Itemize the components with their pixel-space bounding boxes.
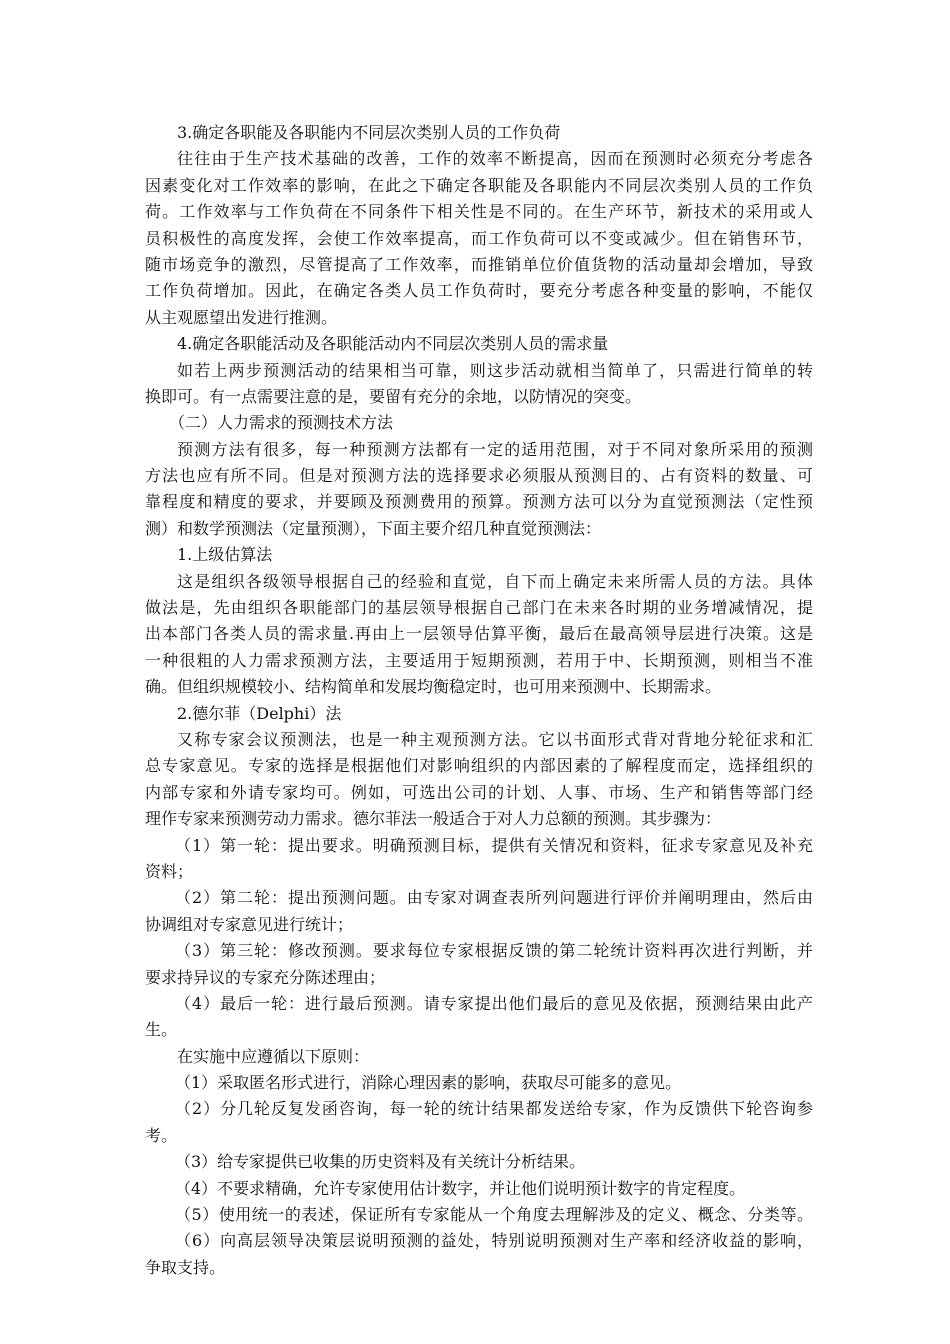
text-line: 方法也应有所不同。但是对预测方法的选择要求必须服从预测目的、占有资料的数量、可	[145, 466, 813, 486]
text-line: 随市场竞争的激烈，尽管提高了工作效率，而推销单位价值货物的活动量却会增加，导致	[145, 254, 813, 274]
text-line: 争取支持。	[145, 1257, 226, 1277]
text-line: 协调组对专家意见进行统计；	[145, 914, 354, 934]
text-line: 要求持异议的专家充分陈述理由；	[145, 967, 386, 987]
text-line: 3.确定各职能及各职能内不同层次类别人员的工作负荷	[177, 123, 561, 142]
text-line: 测）和数学预测法（定量预测），下面主要介绍几种直觉预测法：	[145, 518, 602, 538]
text-line: 4.确定各职能活动及各职能活动内不同层次类别人员的需求量	[177, 334, 609, 354]
text-line: （3）给专家提供已收集的历史资料及有关统计分析结果。	[175, 1152, 586, 1172]
text-line: 内部专家和外请专家均可。例如，可选出公司的计划、人事、市场、生产和销售等部门经	[145, 782, 813, 802]
text-line: （4）不要求精确，允许专家使用估计数字，并让他们说明预计数字的肯定程度。	[175, 1178, 746, 1198]
text-line: 工作负荷增加。因此，在确定各类人员工作负荷时，要充分考虑各种变量的影响，不能仅	[145, 281, 813, 301]
text-line: 确。但组织规模较小、结构简单和发展均衡稳定时，也可用来预测中、长期需求。	[145, 677, 722, 697]
text-line: 做法是，先由组织各职能部门的基层领导根据自己部门在未来各时期的业务增减情况，提	[145, 598, 813, 618]
text-line: （5）使用统一的表述，保证所有专家能从一个角度去理解涉及的定义、概念、分类等。	[175, 1205, 813, 1225]
text-line: 理作专家来预测劳动力需求。德尔菲法一般适合于对人力总额的预测。其步骤为：	[145, 809, 722, 829]
text-line: （2）分几轮反复发函咨询，每一轮的统计结果都发送给专家，作为反馈供下轮咨询参	[175, 1099, 813, 1119]
text-line: 又称专家会议预测法，也是一种主观预测方法。它以书面形式背对背地分轮征求和汇	[177, 729, 813, 749]
text-line: 往往由于生产技术基础的改善，工作的效率不断提高，因而在预测时必须充分考虑各	[177, 149, 813, 169]
text-line: 从主观愿望出发进行推测。	[145, 307, 338, 327]
text-line: （3）第三轮：修改预测。要求每位专家根据反馈的第二轮统计资料再次进行判断，并	[175, 941, 813, 961]
text-line: （1）采取匿名形式进行，消除心理因素的影响，获取尽可能多的意见。	[175, 1073, 682, 1093]
text-line: （1）第一轮：提出要求。明确预测目标，提供有关情况和资料，征求专家意见及补充	[175, 835, 813, 855]
text-line: 1.上级估算法	[177, 545, 273, 565]
text-line: 换即可。有一点需要注意的是，要留有充分的余地，以防情况的突变。	[145, 386, 642, 406]
text-line: 员积极性的高度发挥，会使工作效率提高，而工作负荷可以不变或减少。但在销售环节，	[145, 228, 813, 248]
text-line: 如若上两步预测活动的结果相当可靠，则这步活动就相当简单了，只需进行简单的转	[177, 360, 813, 380]
text-line: 预测方法有很多，每一种预测方法都有一定的适用范围，对于不同对象所采用的预测	[177, 439, 813, 459]
text-line: 荷。工作效率与工作负荷在不同条件下相关性是不同的。在生产环节，新技术的采用或人	[145, 202, 813, 222]
text-line: 因素变化对工作效率的影响，在此之下确定各职能及各职能内不同层次类别人员的工作负	[145, 175, 813, 195]
text-line: 生。	[145, 1020, 178, 1040]
text-line: （6）向高层领导决策层说明预测的益处，特别说明预测对生产率和经济收益的影响，	[175, 1231, 813, 1251]
text-line: 这是组织各级领导根据自己的经验和直觉，自下而上确定未来所需人员的方法。具体	[177, 571, 813, 591]
text-line: 总专家意见。专家的选择是根据他们对影响组织的内部因素的了解程度而定，选择组织的	[145, 756, 813, 776]
text-line: （4）最后一轮：进行最后预测。请专家提出他们最后的意见及依据，预测结果由此产	[175, 993, 813, 1013]
document-page	[145, 120, 813, 1281]
text-line: 出本部门各类人员的需求量.再由上一层领导估算平衡，最后在最高领导层进行决策。这是	[145, 624, 813, 644]
text-line: 一种很粗的人力需求预测方法，主要适用于短期预测，若用于中、长期预测，则相当不准	[145, 650, 813, 670]
text-line: （二）人力需求的预测技术方法	[169, 413, 394, 433]
text-line: 考。	[145, 1125, 178, 1145]
text-line: 资料；	[145, 861, 194, 881]
text-line: （2）第二轮：提出预测问题。由专家对调查表所列问题进行评价并阐明理由，然后由	[175, 888, 813, 908]
text-line: 靠程度和精度的要求，并要顾及预测费用的预算。预测方法可以分为直觉预测法（定性预	[145, 492, 813, 512]
text-line: 在实施中应遵循以下原则：	[177, 1046, 370, 1066]
text-line: 2.德尔菲（Delphi）法	[177, 703, 342, 723]
